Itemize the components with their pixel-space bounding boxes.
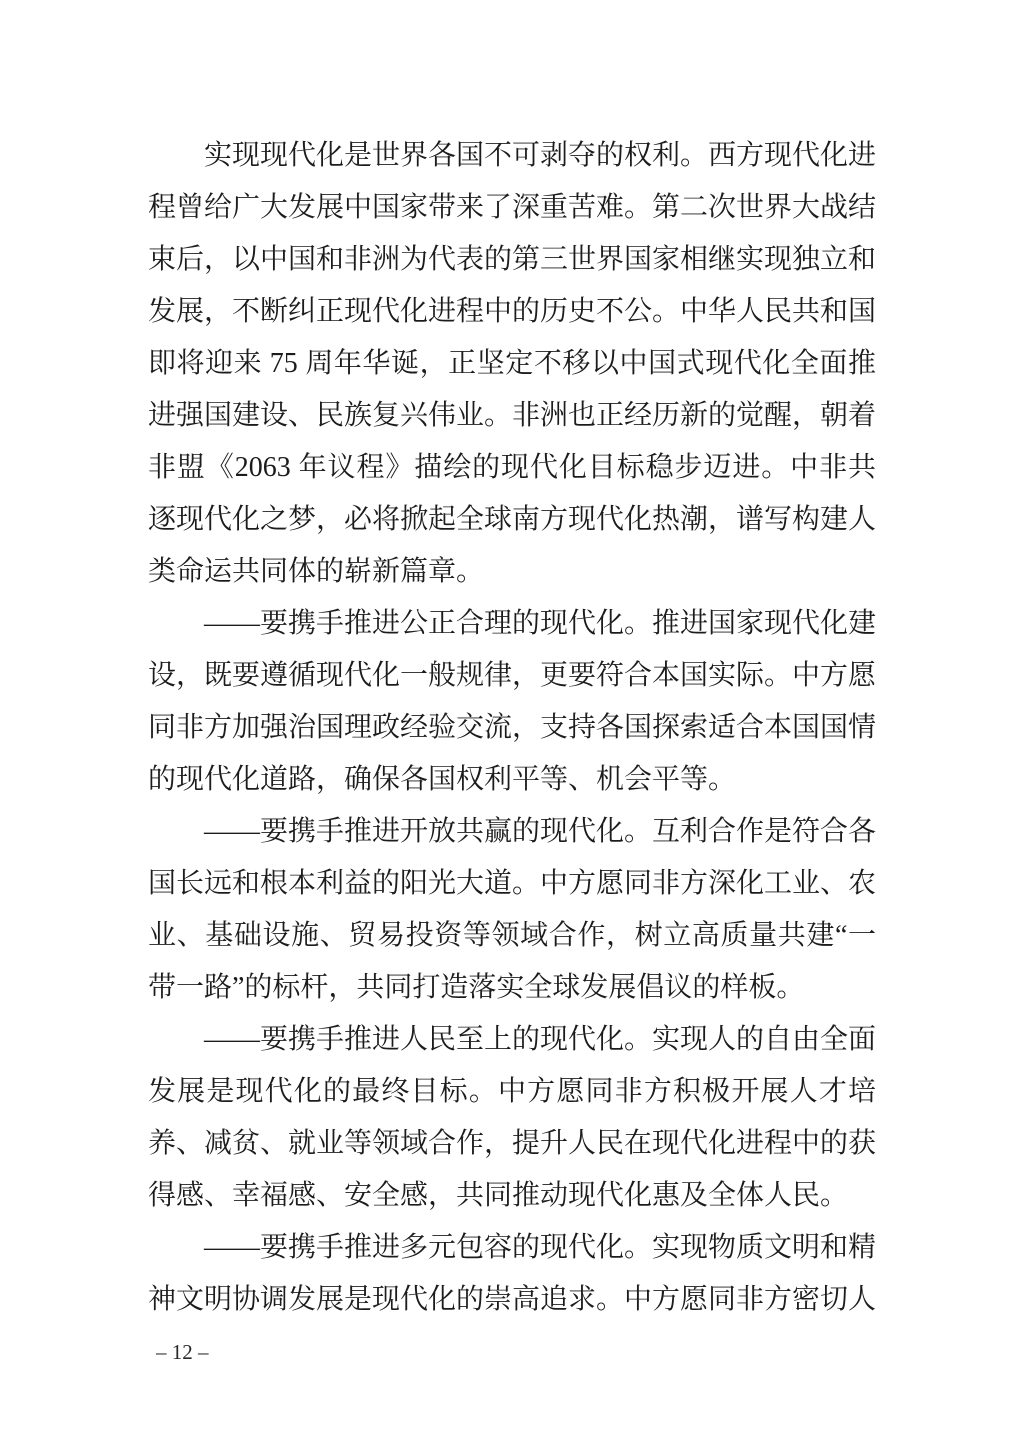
page-footer [156, 1340, 209, 1365]
document-body [148, 130, 876, 1326]
page-number: – 12 – [156, 1340, 209, 1364]
body-paragraph-intro: 实现现代化是世界各国不可剥夺的权利。西方现代化进程曾给广大发展中国家带来了深重苦难。第二次世界大战结束后，以中国和非洲为代表的第三世界国家相继实现独立和发展，不断纠正现代化进程中的历史不公。中华人民共和国即将迎来 75 周年华诞，正坚定不移以中国式现代化全面推进强国建设、民族复兴伟业。非洲也正经历新的觉醒，朝着非盟《2063 年议程》描绘的现代化目标稳步迈进。中非共逐现代化之梦，必将掀起全球南方现代化热潮，谱写构建人类命运共同体的崭新篇章。 [148, 140, 877, 587]
body-paragraph-people-first: ——要携手推进人民至上的现代化。实现人的自由全面发展是现代化的最终目标。中方愿同非方积极开展人才培养、减贫、就业等领域合作，提升人民在现代化进程中的获得感、幸福感、安全感，共同推动现代化惠及全体人民。 [148, 1024, 877, 1211]
body-paragraph-fair-reasonable: ——要携手推进公正合理的现代化。推进国家现代化建设，既要遵循现代化一般规律，更要符合本国实际。中方愿同非方加强治国理政经验交流，支持各国探索适合本国国情的现代化道路，确保各国权利平等、机会平等。 [148, 608, 877, 795]
body-paragraph-open-winwin: ——要携手推进开放共赢的现代化。互利合作是符合各国长远和根本利益的阳光大道。中方愿同非方深化工业、农业、基础设施、贸易投资等领域合作，树立高质量共建“一带一路”的标杆，共同打造落实全球发展倡议的样板。 [148, 816, 877, 1003]
body-paragraph-diverse-inclusive: ——要携手推进多元包容的现代化。实现物质文明和精神文明协调发展是现代化的崇高追求。中方愿同非方密切人 [148, 1232, 877, 1315]
